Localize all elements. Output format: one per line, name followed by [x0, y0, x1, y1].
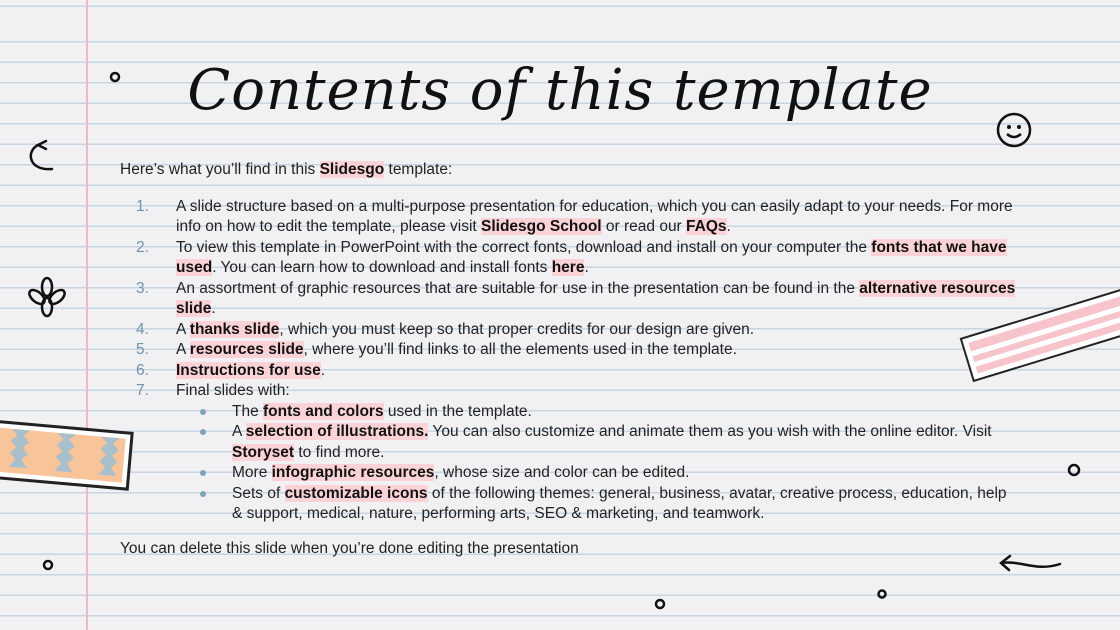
- text-segment: to find more.: [294, 443, 385, 461]
- highlighted-link-text[interactable]: infographic resources: [271, 464, 435, 481]
- curved-arrow-icon: [24, 135, 60, 177]
- text-segment: A slide structure based on a multi-purpose presentation for education, which you can easily adapt to your needs. For more info on how to edit the template, please visit: [176, 197, 1013, 235]
- list-item: [120, 361, 1020, 382]
- bullet-icon: [200, 409, 206, 415]
- contents-body: [120, 160, 1020, 559]
- text-segment: used in the template.: [383, 402, 532, 420]
- highlighted-link-text[interactable]: customizable icons: [284, 484, 428, 502]
- text-segment: .: [726, 218, 731, 235]
- circle-doodle-icon: [1066, 462, 1082, 478]
- highlighted-link-text[interactable]: Instructions for use: [176, 361, 321, 379]
- text-segment: , where you’ll find links to all the elements used in the template.: [303, 341, 737, 358]
- text-segment: Final slides with:: [176, 382, 290, 399]
- text-segment: Sets of: [232, 484, 285, 502]
- text-segment: , whose size and color can be edited.: [434, 464, 690, 481]
- pink-washi-tape-icon: [955, 285, 1120, 385]
- text-segment: To view this template in PowerPoint with the correct fonts, download and install on your computer the: [176, 238, 872, 256]
- text-segment: , which you must keep so that proper credits for our design are given.: [279, 320, 755, 338]
- highlighted-link-text[interactable]: Slidesgo School: [481, 218, 602, 235]
- highlighted-link-text[interactable]: fonts and colors: [263, 402, 384, 420]
- highlighted-link-text[interactable]: thanks slide: [189, 320, 280, 338]
- text-segment: A: [176, 320, 190, 338]
- circle-doodle-icon: [108, 70, 122, 84]
- list-item: [120, 381, 1020, 525]
- text-segment: template:: [384, 161, 453, 178]
- list-item: [120, 238, 1020, 279]
- list-item: [120, 320, 1020, 341]
- highlighted-link-text[interactable]: resources slide: [189, 341, 304, 358]
- list-number: 2.: [136, 238, 149, 256]
- intro-text: [120, 160, 1020, 181]
- page-title: Contents of this template: [187, 58, 933, 123]
- sub-list-item: [176, 484, 1020, 525]
- text-segment: The: [232, 402, 264, 420]
- highlighted-link-text[interactable]: Slidesgo: [319, 161, 385, 178]
- sub-list-item: [176, 463, 1020, 484]
- text-segment: A: [232, 423, 246, 440]
- striped-washi-tape-icon: [0, 410, 140, 500]
- flower-doodle-icon: [26, 276, 68, 318]
- text-segment: or read our: [601, 218, 687, 235]
- list-number: 1.: [136, 197, 149, 215]
- list-number: 3.: [136, 279, 149, 297]
- highlighted-link-text[interactable]: FAQs: [686, 218, 727, 235]
- text-segment: .: [211, 300, 216, 317]
- circle-doodle-icon: [41, 558, 55, 572]
- contents-list: [120, 197, 1020, 525]
- text-segment: A: [176, 341, 190, 358]
- text-segment: . You can learn how to download and install fonts: [212, 259, 552, 276]
- list-item: [120, 279, 1020, 320]
- text-segment: An assortment of graphic resources that are suitable for use in the presentation can be found in the: [176, 279, 860, 297]
- bullet-icon: [200, 470, 206, 476]
- highlighted-link-text[interactable]: here: [551, 259, 585, 276]
- text-segment: of the following themes: general, business, avatar, creative process, education, help & support, medical, nature, performing arts, SEO & marketing, and teamwork.: [232, 484, 1007, 522]
- highlighted-link-text[interactable]: fonts that we have used: [176, 238, 1007, 276]
- highlighted-link-text[interactable]: selection of illustrations.: [245, 423, 429, 440]
- list-number: 5.: [136, 341, 149, 358]
- sub-list-item: [176, 402, 1020, 423]
- bullet-icon: [200, 491, 206, 497]
- list-item: [120, 197, 1020, 238]
- list-number: 6.: [136, 361, 149, 379]
- outro-text: You can delete this slide when you’re done editing the presentation: [120, 539, 579, 557]
- bullet-icon: [200, 429, 206, 435]
- sub-list-item: [176, 422, 1020, 463]
- text-segment: Here’s what you’ll find in this: [120, 161, 320, 178]
- smiley-face-icon: [994, 110, 1034, 150]
- list-number: 4.: [136, 320, 149, 338]
- text-segment: .: [320, 361, 325, 379]
- circle-doodle-icon: [653, 597, 667, 611]
- text-segment: More: [232, 464, 272, 481]
- highlighted-link-text[interactable]: Storyset: [232, 443, 295, 461]
- left-arrow-doodle-icon: [996, 550, 1066, 578]
- list-item: [120, 340, 1020, 361]
- text-segment: .: [584, 259, 589, 276]
- list-number: 7.: [136, 382, 149, 399]
- highlighted-link-text[interactable]: alternative resources slide: [176, 279, 1016, 317]
- circle-doodle-icon: [875, 587, 889, 601]
- sub-list: [176, 402, 1020, 525]
- text-segment: You can also customize and animate them as you wish with the online editor. Visit: [428, 423, 992, 440]
